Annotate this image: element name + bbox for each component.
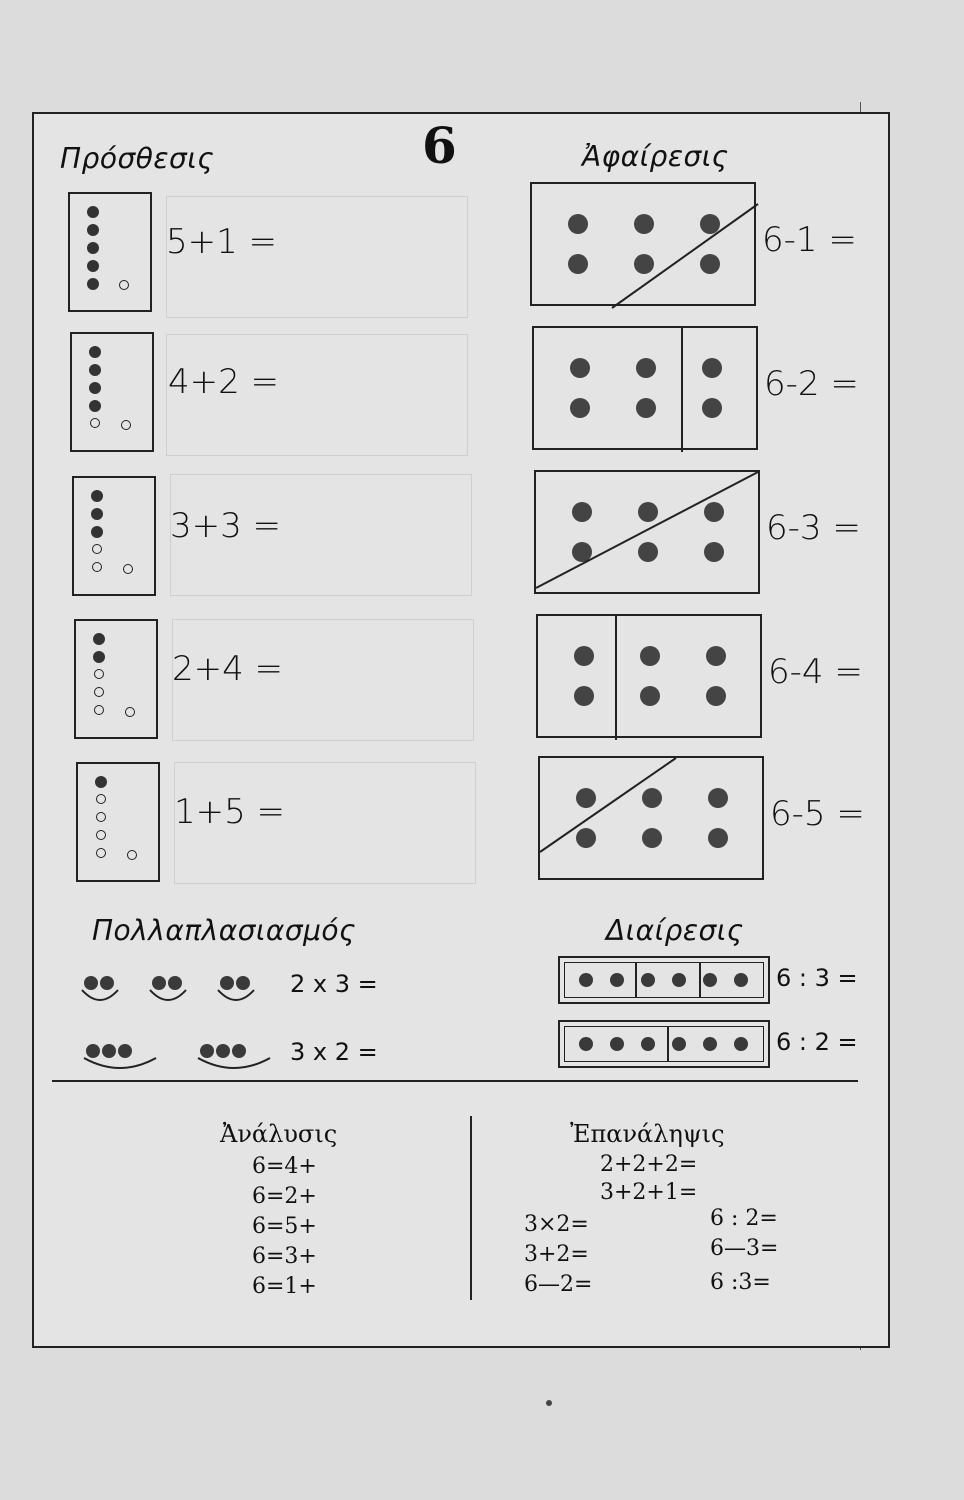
divider-line — [536, 472, 758, 588]
group-bracket — [82, 1054, 158, 1076]
review-left-line: 3×2= — [524, 1212, 589, 1237]
subtraction-expression: 6-5 = — [770, 794, 865, 834]
subtraction-expression: 6-3 = — [766, 508, 861, 548]
subtraction-dot-card — [534, 470, 760, 594]
review-right-line: 6—3= — [710, 1236, 779, 1261]
division-expression: 6 : 3 = — [776, 964, 858, 992]
review-line: 3+2+1= — [600, 1180, 698, 1205]
bracket-arc — [198, 1058, 270, 1068]
addition-expression: 1+5 = — [174, 792, 286, 832]
divider-line — [540, 758, 676, 852]
number-heading: 6 — [422, 116, 457, 175]
group-bracket — [196, 1054, 272, 1076]
strip-dot — [672, 1037, 686, 1051]
analysis-line: 6=5+ — [252, 1214, 317, 1239]
empty-dot — [96, 848, 106, 858]
filled-dot — [91, 526, 103, 538]
bracket-arc — [218, 990, 254, 1000]
subtraction-expression: 6-4 = — [768, 652, 863, 692]
empty-dot — [125, 707, 135, 717]
review-left-line: 3+2= — [524, 1242, 589, 1267]
worksheet-page — [32, 112, 890, 1348]
strip-dot — [703, 1037, 717, 1051]
analysis-line: 6=2+ — [252, 1184, 317, 1209]
addition-heading: Πρόσθεσις — [60, 142, 215, 175]
card-divider — [540, 758, 766, 882]
filled-dot — [91, 508, 103, 520]
column-divider — [470, 1116, 472, 1300]
addition-dot-card — [72, 476, 156, 596]
filled-dot — [87, 206, 99, 218]
filled-dot — [91, 490, 103, 502]
multiplication-expression: 3 x 2 = — [290, 1038, 378, 1066]
addition-expression: 2+4 = — [172, 649, 284, 689]
card-divider — [536, 472, 762, 596]
bracket-arc — [82, 990, 118, 1000]
empty-dot — [96, 812, 106, 822]
subtraction-expression: 6-1 = — [762, 220, 857, 260]
strip-dot — [579, 973, 593, 987]
addition-dot-card — [68, 192, 152, 312]
filled-dot — [87, 242, 99, 254]
strip-dot — [610, 973, 624, 987]
empty-dot — [123, 564, 133, 574]
strip-dot — [641, 1037, 655, 1051]
review-line: 2+2+2= — [600, 1152, 698, 1177]
filled-dot — [89, 346, 101, 358]
section-divider — [52, 1080, 858, 1082]
empty-dot — [94, 687, 104, 697]
empty-dot — [121, 420, 131, 430]
group-bracket — [148, 986, 188, 1008]
review-right-line: 6 :3= — [710, 1270, 771, 1295]
analysis-line: 6=3+ — [252, 1244, 317, 1269]
empty-dot — [94, 705, 104, 715]
subtraction-dot-card — [532, 326, 758, 450]
stray-mark — [546, 1400, 552, 1406]
empty-dot — [90, 418, 100, 428]
filled-dot — [89, 400, 101, 412]
filled-dot — [95, 776, 107, 788]
strip-dot — [734, 973, 748, 987]
subtraction-dot-card — [536, 614, 762, 738]
review-right-line: 6 : 2= — [710, 1206, 778, 1231]
filled-dot — [87, 224, 99, 236]
addition-dot-card — [74, 619, 158, 739]
division-strip-inner — [564, 1026, 764, 1062]
addition-dot-card — [76, 762, 160, 882]
empty-dot — [92, 544, 102, 554]
group-bracket — [216, 986, 256, 1008]
addition-dot-card — [70, 332, 154, 452]
division-heading: Διαίρεσις — [606, 914, 744, 947]
subtraction-dot-card — [538, 756, 764, 880]
multiplication-heading: Πολλαπλασιασμός — [92, 914, 356, 947]
addition-expression: 3+3 = — [170, 506, 282, 546]
filled-dot — [89, 364, 101, 376]
multiplication-expression: 2 x 3 = — [290, 970, 378, 998]
filled-dot — [93, 633, 105, 645]
division-strip — [558, 956, 770, 1004]
strip-dot — [672, 973, 686, 987]
bracket-arc — [84, 1058, 156, 1068]
group-bracket — [80, 986, 120, 1008]
divider-line — [612, 204, 758, 308]
card-divider — [538, 616, 764, 740]
strip-dot — [610, 1037, 624, 1051]
analysis-title: Ἀνάλυσις — [220, 1120, 338, 1148]
division-strip-inner — [564, 962, 764, 998]
strip-divider — [667, 1027, 669, 1061]
empty-dot — [96, 794, 106, 804]
empty-dot — [127, 850, 137, 860]
analysis-line: 6=1+ — [252, 1274, 317, 1299]
filled-dot — [87, 260, 99, 272]
review-title: Ἐπανάληψις — [570, 1120, 725, 1148]
bracket-arc — [150, 990, 186, 1000]
strip-dot — [703, 973, 717, 987]
filled-dot — [93, 651, 105, 663]
strip-dot — [734, 1037, 748, 1051]
subtraction-expression: 6-2 = — [764, 364, 859, 404]
filled-dot — [89, 382, 101, 394]
empty-dot — [94, 669, 104, 679]
subtraction-heading: Ἀφαίρεσις — [582, 140, 729, 173]
analysis-line: 6=4+ — [252, 1154, 317, 1179]
review-left-line: 6—2= — [524, 1272, 593, 1297]
division-strip — [558, 1020, 770, 1068]
division-expression: 6 : 2 = — [776, 1028, 858, 1056]
strip-divider — [635, 963, 637, 997]
empty-dot — [96, 830, 106, 840]
empty-dot — [92, 562, 102, 572]
addition-expression: 4+2 = — [168, 362, 280, 402]
card-divider — [532, 184, 758, 308]
strip-dot — [641, 973, 655, 987]
addition-expression: 5+1 = — [166, 222, 278, 262]
strip-divider — [699, 963, 701, 997]
empty-dot — [119, 280, 129, 290]
subtraction-dot-card — [530, 182, 756, 306]
card-divider — [534, 328, 760, 452]
strip-dot — [579, 1037, 593, 1051]
filled-dot — [87, 278, 99, 290]
